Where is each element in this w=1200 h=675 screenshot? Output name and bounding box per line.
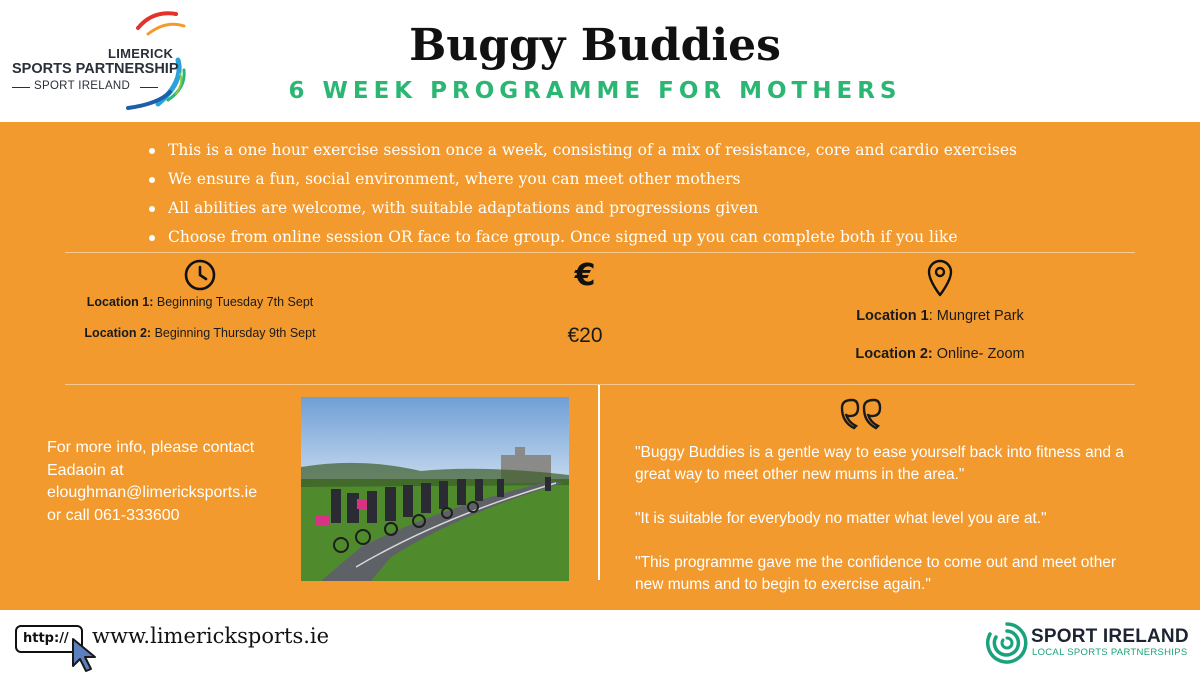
testimonials <box>635 442 1145 618</box>
venue-location-2-text: Online- Zoom <box>932 346 1025 362</box>
logo-text-sports-partnership: SPORTS PARTNERSHIP <box>12 61 179 77</box>
schedule-location-1 <box>80 294 320 311</box>
footer <box>0 610 1200 675</box>
website-link[interactable]: www.limericksports.ie <box>92 624 330 648</box>
contact-line: For more info, please contact <box>47 439 255 456</box>
divider <box>65 384 1135 385</box>
map-pin-icon <box>925 258 955 298</box>
logo-text-limerick: LIMERICK <box>108 46 174 61</box>
list-item: Choose from online session OR face to face group. Once signed up you can complete both if you like <box>146 223 1017 252</box>
schedule-column <box>80 258 320 342</box>
photo-image <box>301 397 569 581</box>
venue-location-2 <box>830 346 1050 362</box>
divider <box>65 252 1135 253</box>
page-subtitle: 6 WEEK PROGRAMME FOR MOTHERS <box>288 78 902 104</box>
schedule-location-1-text: Beginning Tuesday 7th Sept <box>153 295 314 309</box>
euro-icon: € <box>574 258 596 293</box>
testimonial: "This programme gave me the confidence to come out and meet other new mums and to begin to exercise again." <box>635 554 1117 593</box>
price-column <box>530 258 640 348</box>
header <box>0 0 1200 122</box>
info-panel <box>0 122 1200 610</box>
quote-icon <box>838 398 884 430</box>
divider <box>598 385 600 580</box>
contact-line: Eadaoin at <box>47 461 124 479</box>
group-photo <box>301 397 569 581</box>
testimonial: "Buggy Buddies is a gentle way to ease yourself back into fitness and a great way to meet other new mums in the area." <box>635 444 1124 483</box>
price-value: €20 <box>567 324 603 347</box>
logo-text-sport-ireland: SPORT IRELAND <box>34 80 131 92</box>
venue-location-1-text: : Mungret Park <box>928 308 1024 324</box>
list-item: All abilities are welcome, with suitable adaptations and progressions given <box>146 194 1017 223</box>
page-title: Buggy Buddies <box>409 20 781 71</box>
locations-column <box>830 258 1050 362</box>
sport-ireland-logo-icon <box>984 620 1030 666</box>
contact-email[interactable]: eloughman@limericksports.ie <box>47 484 258 501</box>
schedule-location-1-label: Location 1: <box>86 295 154 309</box>
schedule-location-2-text: Beginning Thursday 9th Sept <box>151 326 316 340</box>
schedule-location-2-label: Location 2: <box>84 326 152 340</box>
sport-ireland-brand-name: SPORT IRELAND <box>1031 626 1189 647</box>
http-badge: http:// <box>15 625 83 653</box>
venue-location-1 <box>830 308 1050 324</box>
venue-location-1-label: Location 1 <box>856 308 929 324</box>
list-item: This is a one hour exercise session once a week, consisting of a mix of resistance, core and cardio exercises <box>146 136 1017 165</box>
contact-info <box>47 437 287 527</box>
list-item: We ensure a fun, social environment, where you can meet other mothers <box>146 165 1017 194</box>
contact-phone[interactable]: or call 061-333600 <box>47 506 180 524</box>
sport-ireland-brand-subtitle: LOCAL SPORTS PARTNERSHIPS <box>1032 647 1188 658</box>
testimonial: "It is suitable for everybody no matter what level you are at." <box>635 510 1047 527</box>
venue-location-2-label: Location 2: <box>855 346 933 362</box>
clock-icon <box>183 258 217 292</box>
schedule-location-2 <box>80 325 320 342</box>
feature-list <box>146 136 1017 252</box>
